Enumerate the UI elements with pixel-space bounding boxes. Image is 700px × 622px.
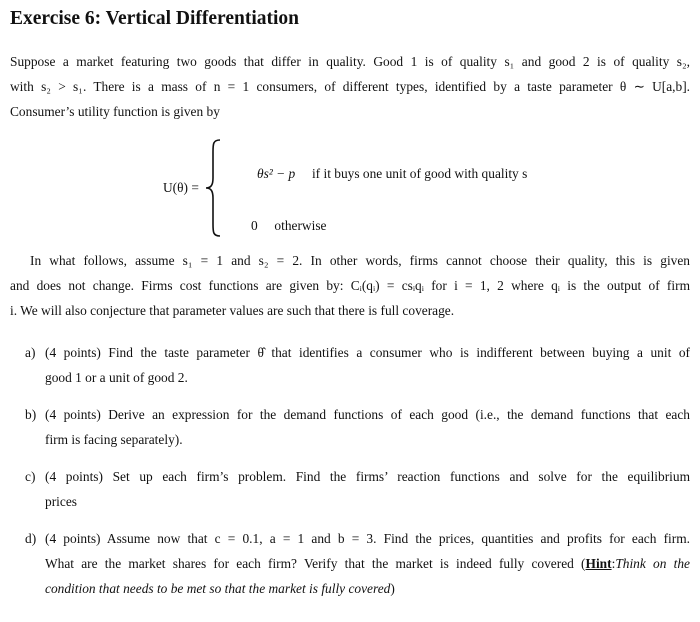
question-c-label: c) bbox=[25, 469, 36, 484]
intro-paragraph bbox=[10, 49, 690, 124]
case-1-condition: if it buys one unit of good with quality s bbox=[311, 166, 528, 181]
question-c-line-1: (4 points) Set up each firm’s problem. Find the firms’ reaction functions and solve for the equilibrium bbox=[45, 469, 690, 484]
intro-line-1: Suppose a market featuring two goods that differ in quality. Good 1 is of quality s₁ and good 2 is of quality s₂, bbox=[10, 54, 690, 69]
utility-case-1 bbox=[257, 166, 527, 182]
question-c bbox=[25, 464, 690, 514]
question-b-line-1: (4 points) Derive an expression for the demand functions of each good (i.e., the demand functions that each bbox=[45, 407, 690, 422]
hint-colon: : bbox=[611, 556, 616, 571]
question-d-line-3 bbox=[45, 576, 690, 601]
question-d bbox=[25, 526, 690, 601]
hint-label: Hint bbox=[585, 556, 612, 571]
page-title: Exercise 6: Vertical Differentiation bbox=[10, 8, 299, 29]
assumptions-paragraph bbox=[10, 248, 690, 323]
question-d-label: d) bbox=[25, 531, 37, 546]
question-a-line-2: good 1 or a unit of good 2. bbox=[45, 370, 188, 385]
question-d-line-2-text: What are the market shares for each firm? Verify that the market is indeed fully covered ( bbox=[45, 556, 586, 571]
case-1-expression: θs² − p bbox=[257, 166, 296, 181]
question-b bbox=[25, 402, 690, 452]
question-a bbox=[25, 340, 690, 390]
utility-lhs: U(θ) = bbox=[163, 180, 199, 195]
closing-paren: ) bbox=[390, 581, 395, 596]
intro-line-2: with s₂ > s₁. There is a mass of n = 1 consumers, of different types, identified by a taste parameter θ ∼ U[a,b]. bbox=[10, 79, 690, 94]
question-b-label: b) bbox=[25, 407, 37, 422]
utility-case-2 bbox=[251, 218, 326, 234]
question-d-line-1: (4 points) Assume now that c = 0.1, a = 1 and b = 3. Find the prices, quantities and profits for each firm. bbox=[45, 531, 690, 546]
left-brace-icon bbox=[205, 138, 223, 238]
question-a-line-1: (4 points) Find the taste parameter θ̂ that identifies a consumer who is indifferent between buying a unit of bbox=[45, 345, 690, 360]
question-c-line-2: prices bbox=[45, 494, 77, 509]
hint-text-start: Think on the bbox=[615, 556, 690, 571]
question-a-label: a) bbox=[25, 345, 36, 360]
case-2-expression: 0 bbox=[251, 218, 258, 233]
case-2-condition: otherwise bbox=[274, 218, 327, 233]
assumptions-line-3: i. We will also conjecture that parameter values are such that there is full coverage. bbox=[10, 303, 455, 318]
intro-line-3: Consumer’s utility function is given by bbox=[10, 104, 220, 119]
hint-text-end: condition that needs to be met so that the market is fully covered bbox=[45, 581, 391, 596]
assumptions-line-1: In what follows, assume s₁ = 1 and s₂ = 2. In other words, firms cannot choose their quality, this is given bbox=[30, 253, 690, 268]
assumptions-line-2: and does not change. Firms cost functions are given by: Cᵢ(qᵢ) = csᵢqᵢ for i = 1, 2 where qᵢ is the output of firm bbox=[10, 278, 690, 293]
question-d-line-2 bbox=[45, 551, 690, 576]
question-b-line-2: firm is facing separately). bbox=[45, 432, 183, 447]
